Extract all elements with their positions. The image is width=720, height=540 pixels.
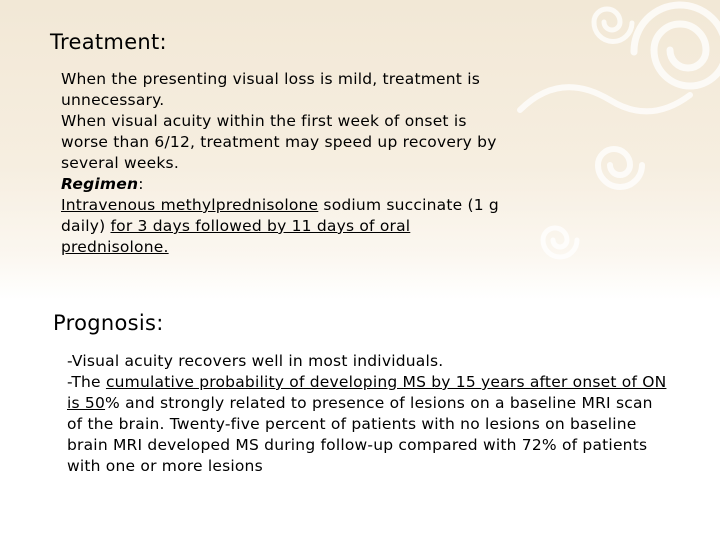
treatment-paragraph-2: When visual acuity within the first week of onset is worse than 6/12, treatment may speed up recovery by several weeks. — [61, 112, 497, 172]
swirl-low — [543, 228, 577, 257]
swirl-large — [634, 5, 720, 86]
regimen-line — [61, 174, 501, 195]
regimen-text — [61, 195, 501, 258]
swirl-small — [594, 9, 632, 42]
prognosis-prefix: -The — [67, 373, 106, 391]
prognosis-underlined: cumulative probability of developing MS by 15 years after onset of ON is 50 — [67, 373, 667, 412]
prognosis-line-2 — [67, 372, 667, 477]
prognosis-line-1: -Visual acuity recovers well in most individuals. — [67, 352, 444, 370]
drug-detail: sodium succinate (1 g daily) — [61, 196, 499, 235]
prognosis-heading: Prognosis: — [53, 311, 164, 335]
prognosis-rest: % and strongly related to presence of lesions on a baseline MRI scan of the brain. Twenty-five percent of patients with no lesions on baseline brain MRI developed MS during follow-up compared with 72% of patients with one or more lesions — [67, 394, 653, 475]
prognosis-body — [67, 351, 667, 477]
swirl-mid — [598, 149, 642, 187]
drug-name: Intravenous methylprednisolone — [61, 196, 319, 214]
regimen-label: Regimen — [61, 175, 139, 193]
treatment-paragraph-1: When the presenting visual loss is mild, treatment is unnecessary. — [61, 70, 480, 109]
regimen-colon: : — [138, 175, 144, 193]
swirl-trail — [520, 87, 690, 111]
treatment-heading: Treatment: — [50, 30, 167, 54]
course-detail: for 3 days followed by 11 days of oral prednisolone. — [61, 217, 411, 256]
treatment-body — [61, 69, 501, 258]
